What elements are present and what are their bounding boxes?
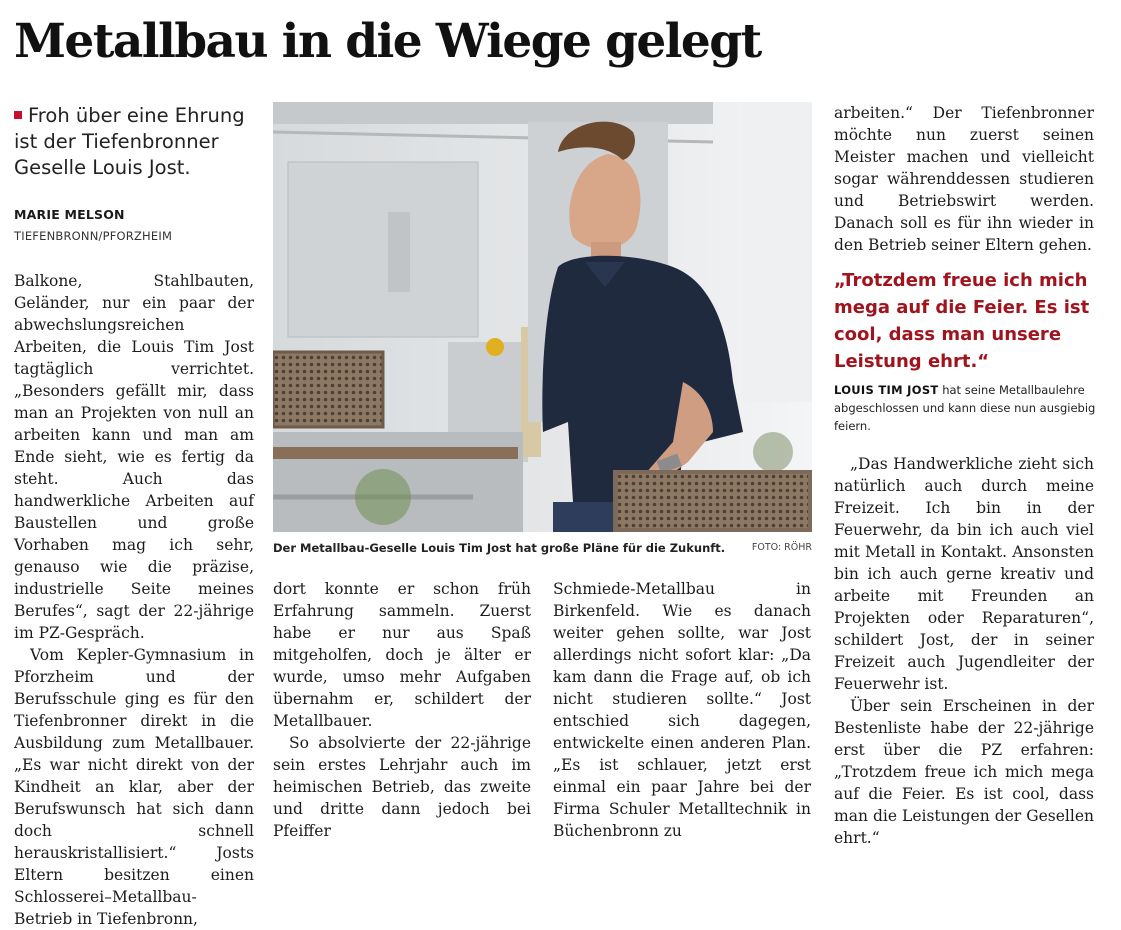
author-byline: MARIE MELSON [14, 207, 125, 222]
teaser-text: Froh über eine Ehrung ist der Tiefenbronner Geselle Louis Jost. [14, 104, 245, 179]
caption-text: Der Metallbau-Geselle Louis Tim Jost hat große Pläne für die Zukunft. [273, 541, 726, 555]
body-column-2 [273, 578, 531, 842]
article-photo [273, 102, 812, 532]
paragraph: arbeiten.“ Der Tiefenbronner möchte nun zuerst seinen Meister machen und vielleicht sogar währenddessen studieren und Betriebswirt werden. Danach soll es für ihn wieder in den Betrieb seiner Eltern gehen. [834, 104, 1094, 254]
photo-credit: FOTO: RÖHR [751, 542, 812, 553]
paragraph: So absolvierte der 22-jährige sein erstes Lehrjahr auch im heimischen Betrieb, das zweite und dritte dann jedoch bei Pfeiffer [273, 734, 531, 840]
body-column-1 [14, 270, 254, 930]
body-column-4-bottom [834, 453, 1094, 849]
body-column-3 [553, 578, 811, 842]
body-column-4-top [834, 102, 1094, 256]
headline: Metallbau in die Wiege gelegt [14, 14, 761, 69]
paragraph: Vom Kepler-Gymnasium in Pforzheim und der Berufsschule ging es für den Tiefenbronner direkt in die Ausbildung zum Metallbauer. „Es war nicht direkt von der Kindheit an klar, aber der Berufswunsch hat sich dann doch schnell herauskristallisiert.“ Josts Eltern besitzen einen Schlosserei–Metallbau-Betrieb in Tiefenbronn, [14, 646, 254, 928]
paragraph: Schmiede-Metallbau in Birkenfeld. Wie es danach weiter gehen sollte, war Jost allerdings nicht sofort klar: „Da kam dann die Frage auf, ob ich nicht studieren sollte.“ Jost entschied sich dagegen, entwickelte einen anderen Plan. „Es ist schlauer, jetzt erst einmal ein paar Jahre bei der Firma Schuler Metalltechnik in Büchenbronn zu [553, 580, 811, 840]
paragraph: dort konnte er schon früh Erfahrung sammeln. Zuerst habe er nur aus Spaß mitgeholfen, doch je älter er wurde, umso mehr Aufgaben übernahm er, schildert der Metallbauer. [273, 580, 531, 730]
pull-quote-source [834, 381, 1096, 435]
paragraph: Über sein Erscheinen in der Bestenliste habe der 22-jährige erst über die PZ erfahren: „Trotzdem freue ich mich mega auf die Feier. Es ist cool, dass man die Leistungen der Gesellen ehrt.“ [834, 697, 1094, 847]
teaser-bullet-icon [14, 111, 22, 119]
quote-source-text: hat seine Metallbaulehre abgeschlossen und kann diese nun ausgiebig feiern. [834, 383, 1096, 433]
paragraph: Balkone, Stahlbauten, Geländer, nur ein paar der abwechslungsreichen Arbeiten, die Louis Tim Jost tagtäglich verrichtet. „Besonders gefällt mir, dass man an Projekten von null an arbeiten kann und man am Ende sieht, wie es fertig da steht. Auch das handwerkliche Arbeiten auf Baustellen und große Vorhaben mag ich sehr, genauso wie die präzise, industrielle Seite meines Berufes“, sagt der 22-jährige im PZ-Gespräch. [14, 272, 254, 642]
paragraph: „Das Handwerkliche zieht sich natürlich auch durch meine Freizeit. Ich bin in der Feuerwehr, da bin ich auch viel mit Metall in Kontakt. Ansonsten bin ich auch gerne kreativ und arbeite mit Freunden an Projekten oder Reparaturen“, schildert Jost, der in seiner Freizeit auch Jugendleiter der Feuerwehr ist. [834, 455, 1094, 693]
quote-source-name: LOUIS TIM JOST [834, 383, 939, 397]
teaser [14, 103, 264, 181]
photo-caption [273, 541, 812, 555]
dateline-location: TIEFENBRONN/PFORZHEIM [14, 229, 173, 243]
pull-quote: „Trotzdem freue ich mich mega auf die Feier. Es ist cool, dass man unsere Leistung ehrt.“ [834, 270, 1090, 372]
